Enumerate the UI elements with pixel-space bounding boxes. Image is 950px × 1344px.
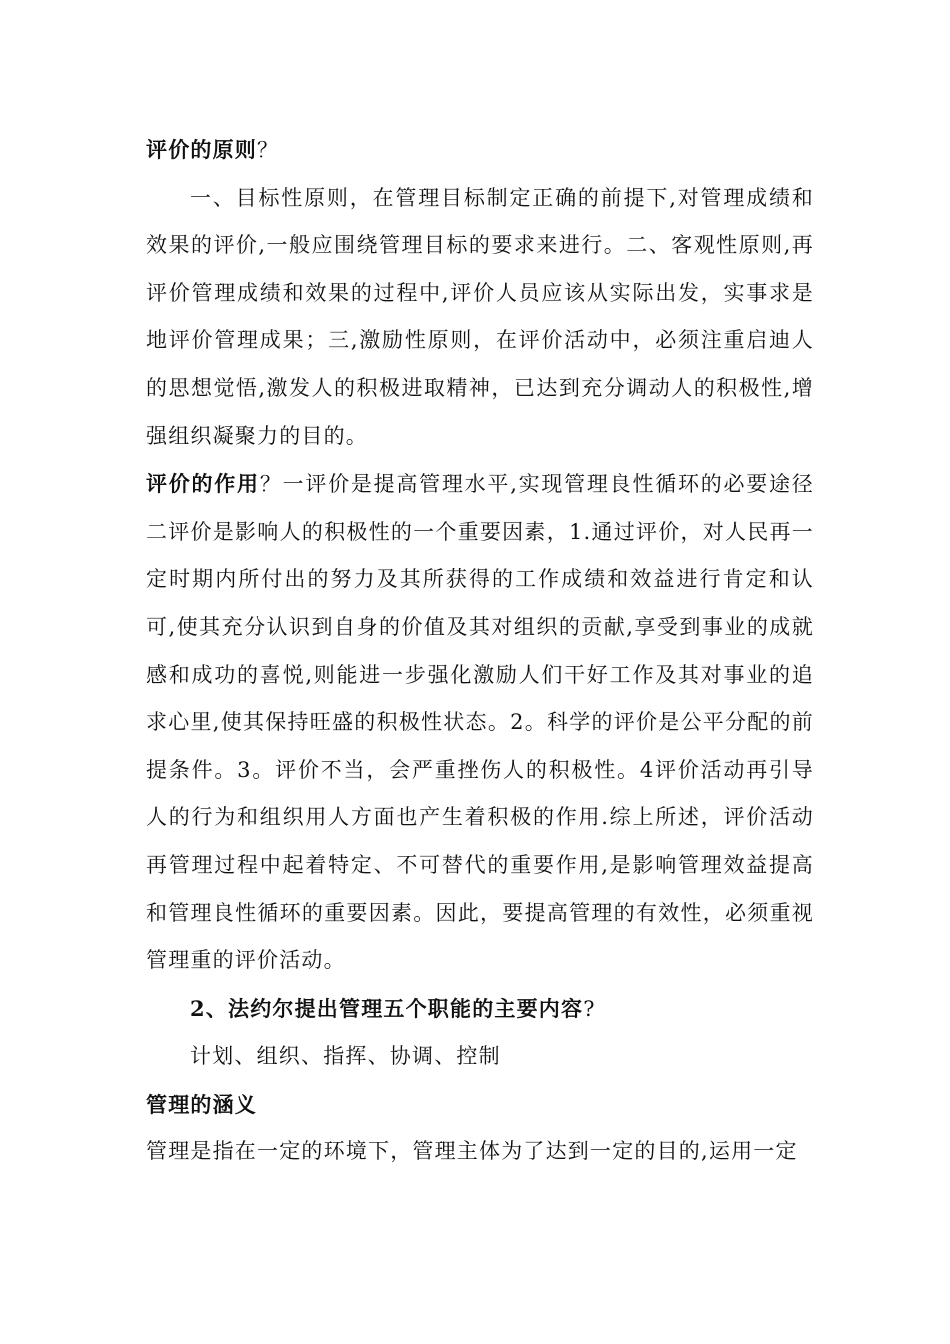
principles-heading (146, 126, 814, 175)
role-paragraph (146, 460, 814, 985)
principles-heading-tail: ？ (257, 138, 280, 162)
meaning-heading: 管理的涵义 (146, 1091, 257, 1117)
fayol-question (146, 985, 814, 1034)
role-body: ？一评价是提高管理水平,实现管理良性循环的必要途径二评价是影响人的积极性的一个重要因素，1.通过评价，对人民再一定时期内所付出的努力及其所获得的工作成绩和效益进行肯定和认可,使其充分认识到自身的价值及其对组织的贡献,享受到事业的成就感和成功的喜悦,则能进一步强化激励人们干好工作及其对事业的追求心里,使其保持旺盛的积极性状态。2。科学的评价是公平分配的前提条件。3。评价不当，会严重挫伤人的积极性。4评价活动再引导人的行为和组织用人方面也产生着积极的作用.综上所述，评价活动再管理过程中起着特定、不可替代的重要作用,是影响管理效益提高和管理良性循环的重要因素。因此，要提高管理的有效性，必须重视管理重的评价活动。 (146, 472, 814, 973)
fayol-question-text: 2、法约尔提出管理五个职能的主要内容 (190, 995, 584, 1021)
principles-heading-text: 评价的原则 (146, 137, 257, 162)
meaning-paragraph: 管理是指在一定的环境下，管理主体为了达到一定的目的,运用一定 (146, 1139, 798, 1164)
fayol-answer: 计划、组织、指挥、协调、控制 (190, 1044, 501, 1069)
document-body (146, 126, 814, 1176)
role-heading: 评价的作用 (146, 471, 260, 497)
fayol-question-tail: ? (583, 996, 596, 1021)
principles-paragraph: 一、目标性原则，在管理目标制定正确的前提下,对管理成绩和效果的评价,一般应围绕管理目标的要求来进行。二、客观性原则,再评价管理成绩和效果的过程中,评价人员应该从实际出发，实事求是地评价管理成果；三,激励性原则，在评价活动中，必须注重启迪人的思想觉悟,激发人的积极进取精神，已达到充分调动人的积极性,增强组织凝聚力的目的。 (146, 185, 814, 448)
